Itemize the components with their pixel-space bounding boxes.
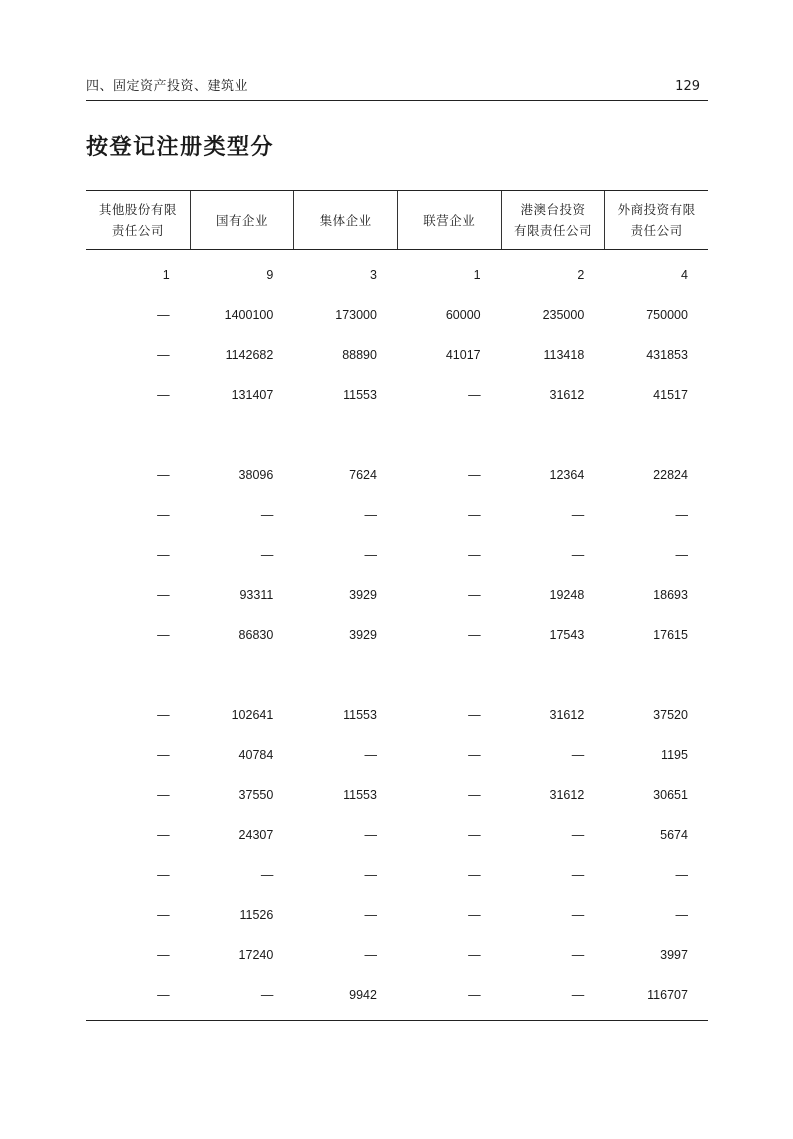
- table-cell: 431853: [646, 348, 688, 362]
- table-cell: 1: [473, 268, 481, 282]
- table-cell: —: [468, 908, 481, 922]
- table-row: [86, 855, 708, 895]
- table-cell: 1400100: [224, 308, 274, 322]
- column-header-other-joint-stock: 其他股份有限 责任公司: [98, 202, 177, 238]
- table-cell: 1195: [661, 748, 688, 762]
- table-cell: 18693: [653, 588, 688, 602]
- table-cell: 31612: [549, 788, 585, 802]
- table-cell: —: [157, 788, 170, 802]
- table-cell: 88890: [342, 348, 377, 362]
- table-cell: —: [571, 748, 585, 762]
- table-cell: 3: [370, 268, 377, 282]
- table-row: [86, 815, 708, 855]
- column-header-foreign-funded: 外商投资有限 责任公司: [604, 191, 708, 249]
- table-cell: —: [571, 508, 585, 522]
- table-cell: —: [468, 468, 481, 482]
- table-cell: 30651: [653, 788, 688, 802]
- table-cell: 24307: [238, 828, 274, 842]
- table-cell: 93311: [239, 588, 274, 602]
- table-row: [86, 375, 708, 415]
- table-cell: 41517: [653, 388, 688, 402]
- table-cell: —: [364, 748, 377, 762]
- table-row: [86, 695, 708, 735]
- table-cell: 9942: [349, 988, 377, 1002]
- table-cell: —: [364, 508, 377, 522]
- section-name: 四、固定资产投资、建筑业: [86, 79, 249, 94]
- table-row: [86, 935, 708, 975]
- table-cell: —: [157, 988, 170, 1002]
- running-header: [86, 74, 708, 101]
- table-cell: 3929: [349, 628, 377, 642]
- table-cell: —: [675, 548, 688, 562]
- spacer-row: [86, 655, 708, 695]
- spacer-row: [86, 415, 708, 455]
- table-cell: 7624: [349, 468, 377, 482]
- column-header-state-owned: 国有企业: [190, 191, 294, 249]
- table-cell: —: [571, 828, 585, 842]
- table-cell: 11553: [343, 788, 377, 802]
- table-cell: —: [157, 588, 170, 602]
- table-cell: —: [157, 708, 170, 722]
- table-cell: 750000: [646, 308, 688, 322]
- table-cell: —: [571, 948, 585, 962]
- table-cell: —: [157, 828, 170, 842]
- table-cell: 19248: [549, 588, 585, 602]
- table-header: [86, 190, 708, 250]
- table-cell: 17240: [238, 948, 274, 962]
- table-cell: 5674: [660, 828, 688, 842]
- table-cell: —: [364, 908, 377, 922]
- table-cell: 1142682: [225, 348, 274, 362]
- table-row: [86, 255, 708, 295]
- table-row: [86, 895, 708, 935]
- table-cell: —: [468, 988, 481, 1002]
- table-cell: 40784: [238, 748, 274, 762]
- table-cell: —: [364, 548, 377, 562]
- table-cell: —: [157, 388, 170, 402]
- table-cell: —: [468, 788, 481, 802]
- table-cell: 9: [266, 268, 274, 282]
- table-cell: 22824: [653, 468, 688, 482]
- table-cell: —: [157, 308, 170, 322]
- table-cell: 37550: [238, 788, 274, 802]
- column-header-joint-operation: 联营企业: [397, 191, 501, 249]
- table-cell: 17615: [653, 628, 688, 642]
- table-cell: —: [364, 828, 377, 842]
- table-cell: 3929: [349, 588, 377, 602]
- table-cell: 2: [577, 268, 585, 282]
- table-cell: —: [157, 468, 170, 482]
- table-cell: 41017: [445, 348, 481, 362]
- table-cell: —: [468, 708, 481, 722]
- table-cell: —: [468, 588, 481, 602]
- table-row: [86, 575, 708, 615]
- table-cell: —: [157, 508, 170, 522]
- table-cell: 17543: [549, 628, 585, 642]
- table-cell: 102641: [231, 708, 274, 722]
- table-row: [86, 735, 708, 775]
- table-cell: —: [571, 988, 585, 1002]
- table-cell: —: [468, 868, 481, 882]
- table-cell: 116707: [647, 988, 688, 1002]
- table-cell: 12364: [549, 468, 585, 482]
- table-cell: —: [157, 748, 170, 762]
- table-row: [86, 495, 708, 535]
- table-cell: —: [260, 508, 274, 522]
- table-cell: —: [260, 868, 274, 882]
- table-cell: 38096: [238, 468, 274, 482]
- table-cell: —: [468, 628, 481, 642]
- table-row: [86, 335, 708, 375]
- page-number: 129: [675, 79, 700, 94]
- table-cell: —: [571, 908, 585, 922]
- table-cell: 235000: [542, 308, 585, 322]
- table-cell: —: [468, 548, 481, 562]
- table-cell: —: [571, 868, 585, 882]
- table-cell: 11526: [239, 908, 274, 922]
- table-cell: 113418: [543, 348, 585, 362]
- table-cell: 60000: [445, 308, 481, 322]
- table-row: [86, 535, 708, 575]
- table-cell: —: [468, 948, 481, 962]
- table-cell: —: [571, 548, 585, 562]
- table-cell: —: [468, 828, 481, 842]
- table-cell: 4: [680, 268, 688, 282]
- table-cell: —: [260, 988, 274, 1002]
- table-cell: —: [675, 868, 688, 882]
- table-cell: 31612: [549, 388, 585, 402]
- table-cell: —: [157, 908, 170, 922]
- table-row: [86, 455, 708, 495]
- table-cell: —: [675, 508, 688, 522]
- table-cell: —: [468, 508, 481, 522]
- table-cell: 173000: [335, 308, 377, 322]
- column-header-collective: 集体企业: [293, 191, 397, 249]
- table-cell: 1: [162, 268, 170, 282]
- page-title: 按登记注册类型分: [86, 134, 275, 160]
- table-row: [86, 615, 708, 655]
- table-cell: 11553: [343, 708, 377, 722]
- table-row: [86, 295, 708, 335]
- table-cell: —: [468, 388, 481, 402]
- table-cell: —: [157, 548, 170, 562]
- table-cell: 37520: [653, 708, 688, 722]
- table-cell: —: [675, 908, 688, 922]
- table-cell: —: [260, 548, 274, 562]
- table-cell: —: [157, 628, 170, 642]
- table-cell: 131407: [231, 388, 274, 402]
- table-body: [86, 255, 708, 1015]
- table-cell: —: [157, 948, 170, 962]
- table-cell: 86830: [238, 628, 274, 642]
- column-header-hk-macao-taiwan: 港澳台投资 有限责任公司: [501, 191, 605, 249]
- table-cell: —: [468, 748, 481, 762]
- table-cell: 3997: [660, 948, 688, 962]
- table-cell: —: [157, 348, 170, 362]
- bottom-rule: [86, 1020, 708, 1021]
- table-cell: —: [364, 868, 377, 882]
- table-cell: —: [157, 868, 170, 882]
- table-cell: 31612: [549, 708, 585, 722]
- table-row: [86, 775, 708, 815]
- table-row: [86, 975, 708, 1015]
- table-cell: —: [364, 948, 377, 962]
- table-cell: 11553: [343, 388, 377, 402]
